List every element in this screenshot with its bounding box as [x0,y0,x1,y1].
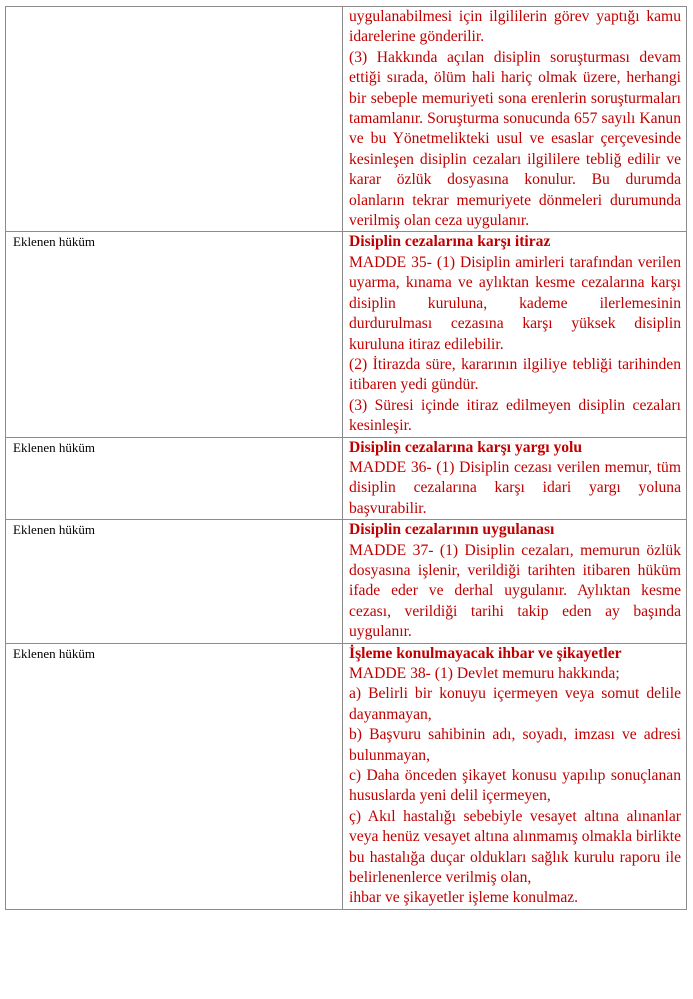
provision-paragraph: c) Daha önceden şikayet konusu yapılıp sonuçlanan hususlarda yeni delil içermeyen, [349,767,681,805]
table-row [6,643,687,909]
provision-paragraph: MADDE 36- (1) Disiplin cezası verilen memur, tüm disiplin cezalarına karşı idari yargı yoluna başvurabilir. [349,458,681,517]
comparison-table [5,6,687,910]
provision-paragraph: (2) İtirazda süre, kararının ilgiliye tebliği tarihinden itibaren yedi gündür. [349,355,681,394]
provision-paragraph: ihbar ve şikayetler işleme konulmaz. [349,889,579,907]
table-row [6,520,687,643]
provision-paragraph: MADDE 37- (1) Disiplin cezaları, memurun özlük dosyasına işlenir, verildiği tarihten itibaren hüküm ifade eder ve derhal uygulanır. Aylıktan kesme cezası, verildiği tarihi takip eden ay başında uygulanır. [349,541,681,641]
article-heading: Disiplin cezalarının uygulanası [349,521,555,539]
table-row [6,7,687,232]
table-row [6,232,687,437]
article-heading: Disiplin cezalarına karşı yargı yolu [349,438,583,456]
provision-paragraph: b) Başvuru sahibinin adı, soyadı, imzası ve adresi bulunmayan, [349,726,681,764]
provision-text-cell [343,7,687,232]
provision-paragraph: ç) Akıl hastalığı sebebiyle vesayet altına alınanlar veya henüz vesayet altına alınmamış olmakla birlikte bu hastalığa duçar oldukları sağlık kurulu raporu ile belirlenenlerce verilmiş olan, [349,807,681,887]
change-type-cell [6,7,343,232]
change-type-cell: Eklenen hüküm [6,232,343,437]
change-type-cell: Eklenen hüküm [6,643,343,909]
provision-text-cell [343,643,687,909]
provision-paragraph: MADDE 38- (1) Devlet memuru hakkında; [349,665,620,682]
provision-paragraph: (3) Süresi içinde itiraz edilmeyen disiplin cezaları kesinleşir. [349,396,681,435]
provision-paragraph: uygulanabilmesi için ilgililerin görev yaptığı kamu idarelerine gönderilir. [349,8,681,46]
change-type-cell: Eklenen hüküm [6,437,343,520]
provision-paragraph: (3) Hakkında açılan disiplin soruşturması devam ettiği sırada, ölüm hali hariç olmak üzere, herhangi bir sebeple memuriyeti sona erenlerin soruşturmaları tamamlanır. Soruşturma sonucunda 657 sayılı Kanun ve bu Yönetmelikteki usul ve esaslar çerçevesinde kesinleşen disiplin cezaları ilgililere tebliğ edilir ve karar özlük dosyasına konulur. Bu durumda olanların tekrar memuriyete dönmeleri durumunda verilmiş olan ceza uygulanır. [349,48,681,230]
article-heading: Disiplin cezalarına karşı itiraz [349,233,551,251]
table-row [6,437,687,520]
provision-text-cell [343,437,687,520]
provision-paragraph: MADDE 35- (1) Disiplin amirleri tarafından verilen uyarma, kınama ve aylıktan kesme cezalarına karşı disiplin kuruluna, kademe ilerlemesinin durdurulması cezasına karşı yüksek disiplin kuruluna itiraz edilebilir. [349,253,681,353]
change-type-cell: Eklenen hüküm [6,520,343,643]
article-heading: İşleme konulmayacak ihbar ve şikayetler [349,644,622,662]
provision-text-cell [343,520,687,643]
provision-text-cell [343,232,687,437]
provision-paragraph: a) Belirli bir konuyu içermeyen veya somut delile dayanmayan, [349,685,681,723]
